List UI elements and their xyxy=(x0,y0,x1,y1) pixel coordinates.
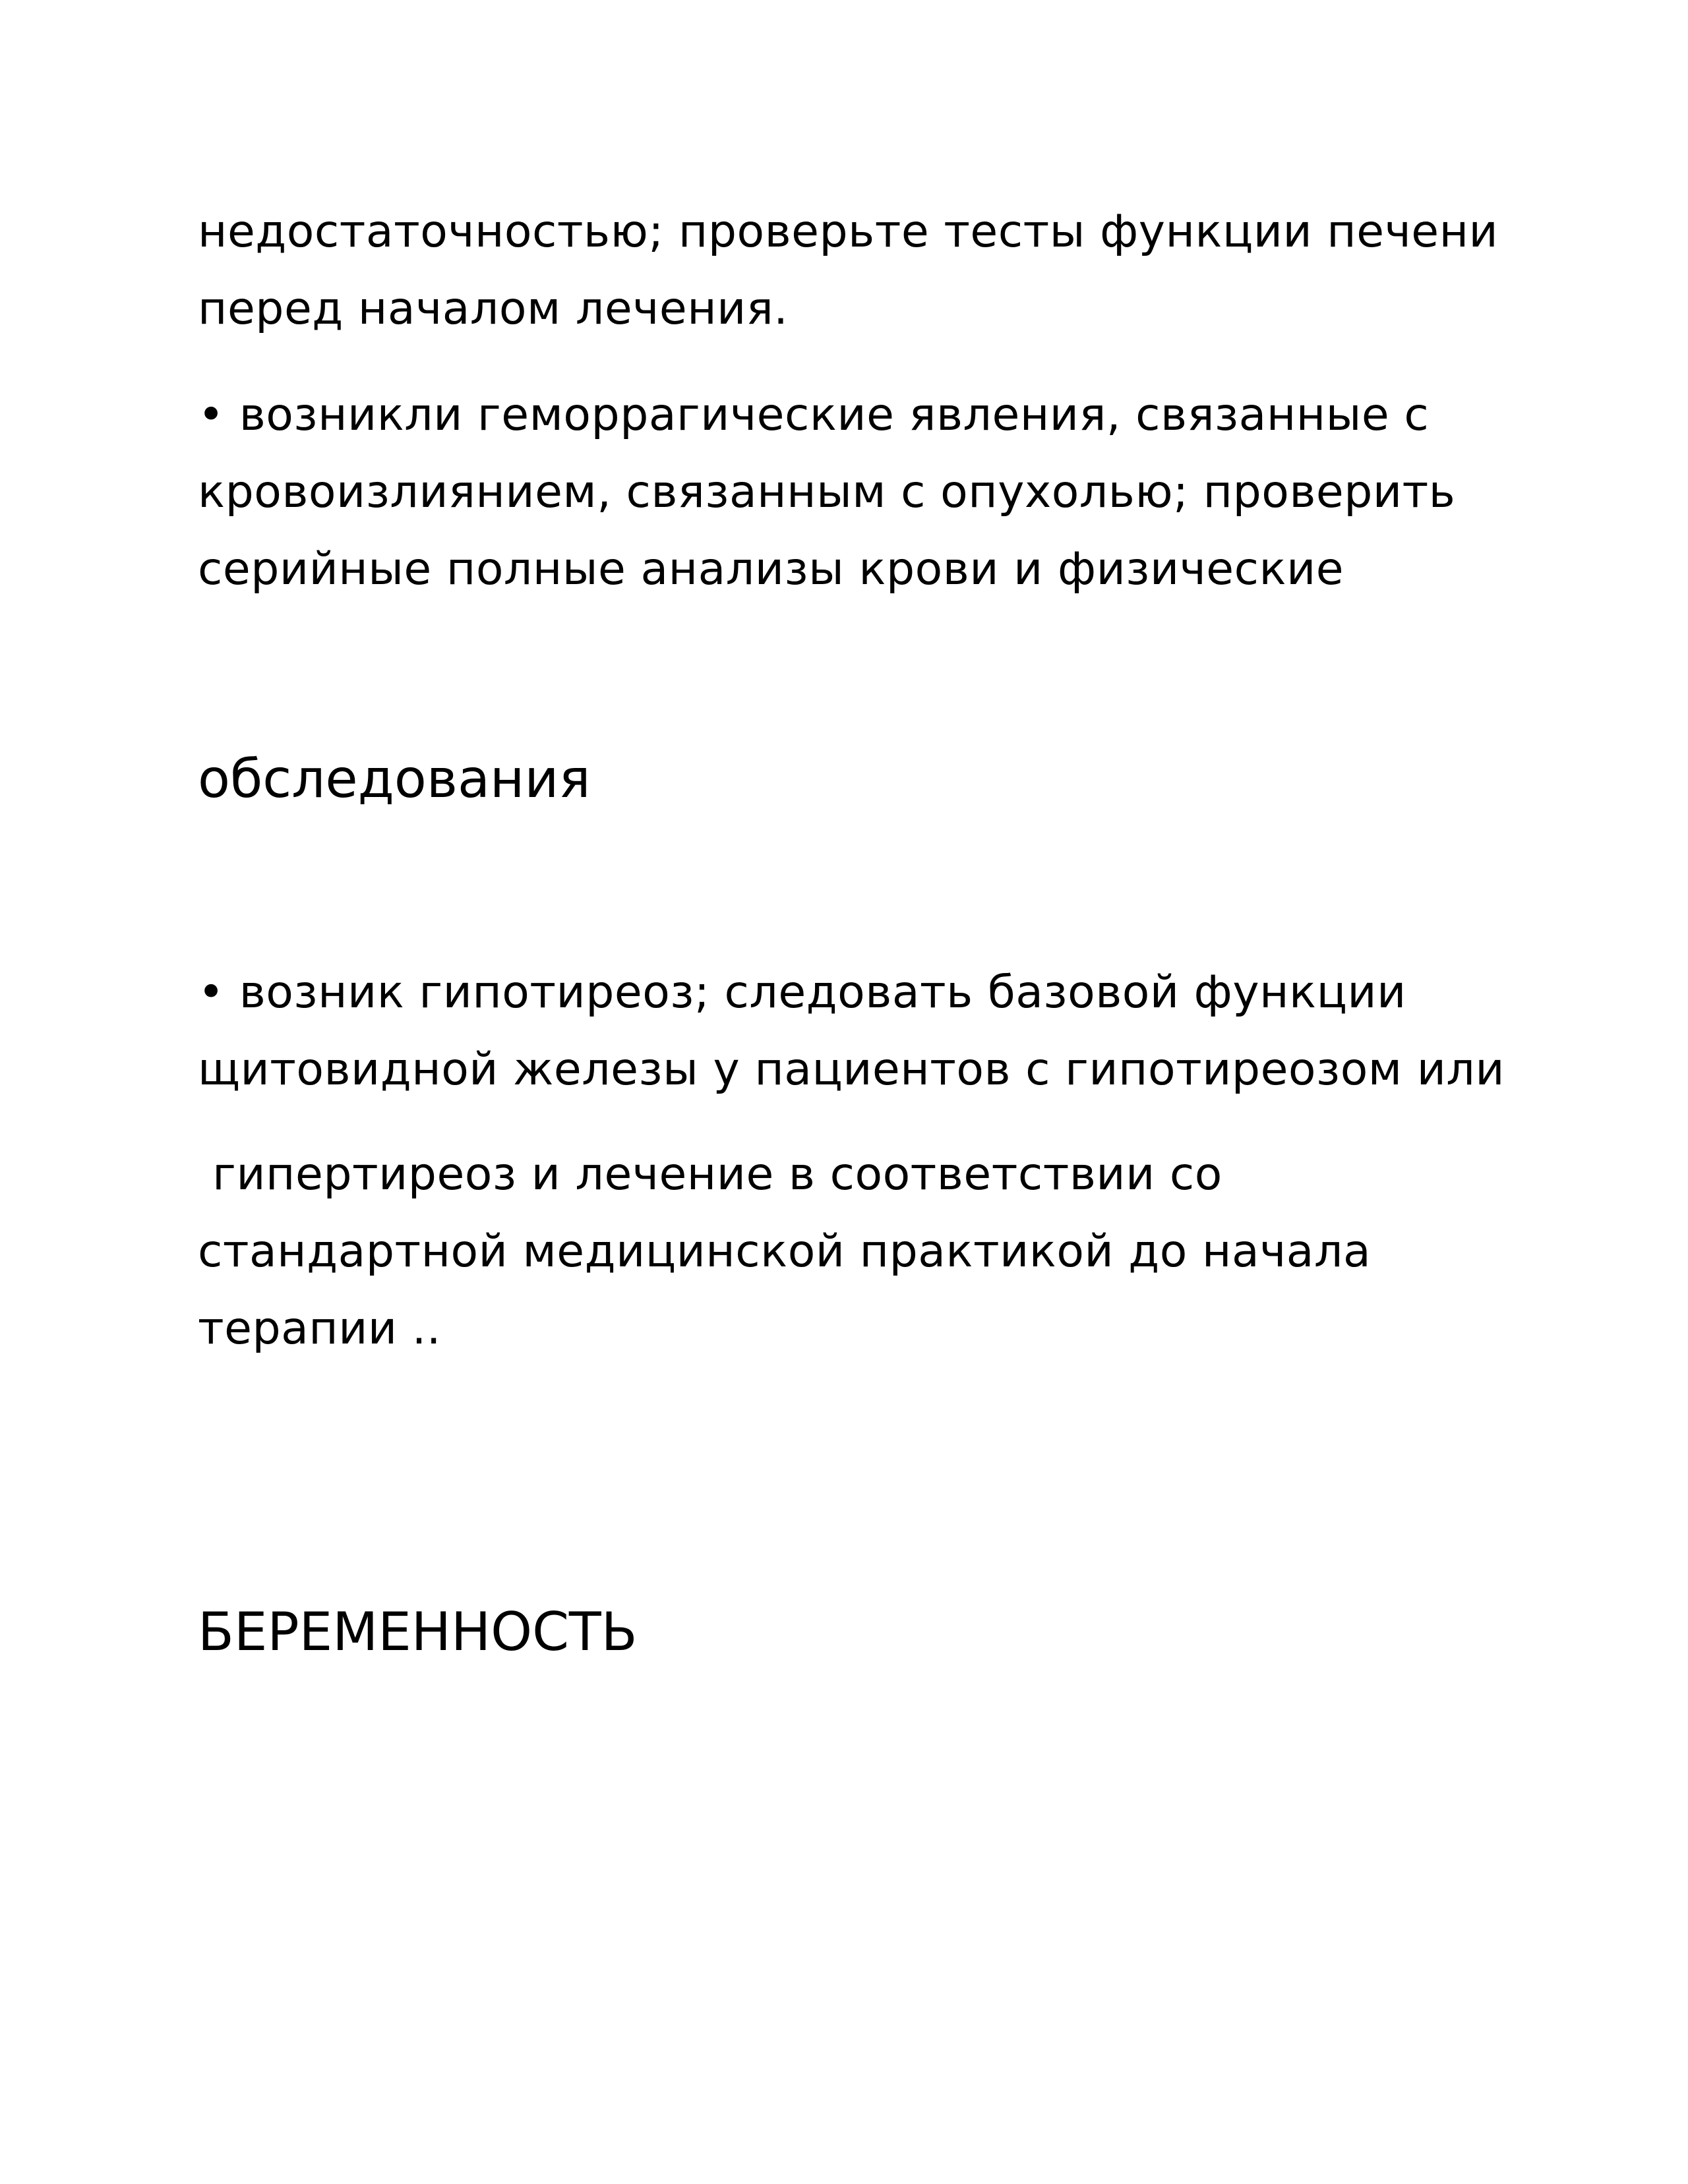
section-heading: БЕРЕМЕННОСТЬ xyxy=(198,1601,638,1663)
paragraph-2-line-3: серийные полные анализы крови и физические xyxy=(198,543,1344,595)
paragraph-1-line-2: перед началом лечения. xyxy=(198,283,789,335)
paragraph-4-line-3: терапии .. xyxy=(198,1303,441,1355)
paragraph-4-line-1: гипертиреоз и лечение в соответствии со xyxy=(198,1148,1222,1200)
paragraph-3-line-2: щитовидной железы у пациентов с гипотиреозом или xyxy=(198,1044,1505,1096)
paragraph-4-line-2: стандартной медицинской практикой до начала xyxy=(198,1225,1372,1278)
paragraph-2-line-2: кровоизлиянием, связанным с опухолью; проверить xyxy=(198,466,1456,518)
standalone-word: обследования xyxy=(198,748,591,810)
paragraph-1-line-1: недостаточностью; проверьте тесты функции печени xyxy=(198,206,1499,258)
paragraph-2-line-1: • возникли геморрагические явления, связанные с xyxy=(198,389,1430,441)
paragraph-3-line-1: • возник гипотиреоз; следовать базовой функции xyxy=(198,966,1406,1018)
